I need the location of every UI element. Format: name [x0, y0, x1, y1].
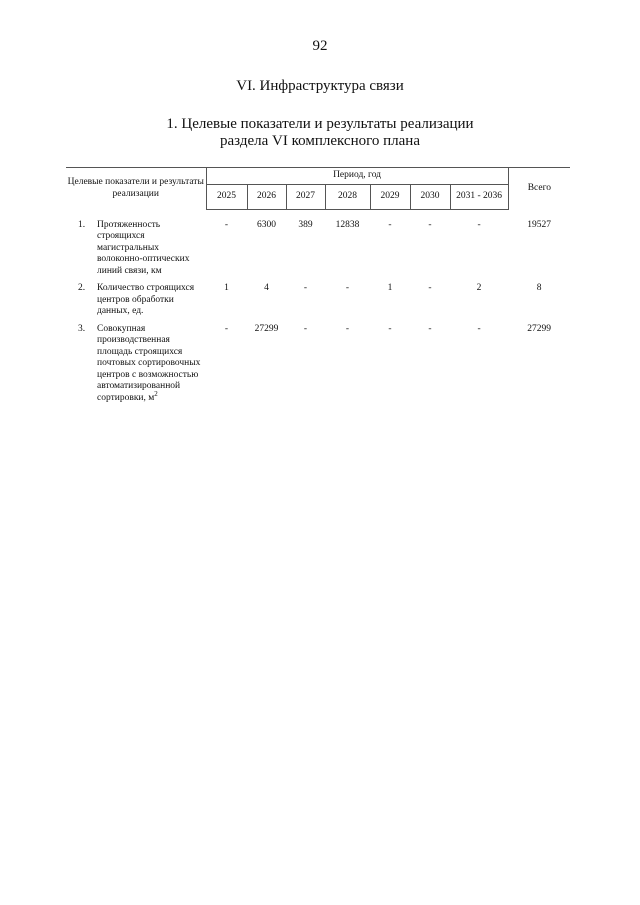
section-title: VI. Инфраструктура связи [236, 78, 404, 94]
year-value: 1 [387, 283, 393, 293]
year-value: 2 [476, 283, 482, 293]
row-number: 2. [78, 283, 86, 293]
year-value: - [388, 220, 392, 230]
year-value: 1 [224, 283, 229, 293]
year-header: 2026 [247, 185, 286, 210]
year-value: - [477, 323, 481, 334]
year-value: 12838 [335, 220, 360, 230]
table-row [66, 283, 570, 324]
indicator-name: Протяженность строящихся магистральных волоконно-оптических линий связи, км [97, 219, 190, 276]
year-value: 6300 [257, 220, 276, 230]
indicator-name: Количество строящихся центров обработки данных, ед. [97, 283, 195, 316]
year-value: - [303, 283, 308, 293]
total-value: 19527 [527, 219, 551, 230]
year-value: - [477, 220, 481, 230]
total-value: 27299 [527, 323, 551, 334]
table-row [66, 210, 570, 284]
total-value: 8 [536, 283, 542, 293]
year-header: 2031 - 2036 [450, 185, 508, 210]
period-header: Период, год [206, 168, 508, 185]
year-value: - [345, 323, 350, 334]
year-value: - [388, 323, 392, 334]
indicator-name [96, 324, 206, 411]
year-value: 389 [298, 220, 313, 230]
year-value: - [428, 220, 432, 230]
subsection-title [0, 116, 640, 150]
page-number: 92 [312, 38, 328, 54]
year-header: 2029 [370, 185, 410, 210]
unit-superscript: 2 [154, 389, 158, 398]
year-header: 2028 [325, 185, 370, 210]
row-number: 3. [78, 323, 86, 334]
year-value: 4 [264, 283, 269, 293]
table-row [66, 324, 570, 411]
total-column-header: Всего [508, 168, 570, 210]
subsection-title-line-2: раздела VI комплексного плана [220, 133, 420, 149]
indicators-column-header: Целевые показатели и результаты реализации [66, 168, 206, 210]
year-value: - [345, 283, 350, 293]
indicators-table [66, 167, 570, 410]
subsection-title-line-1: 1. Целевые показатели и результаты реализации [166, 116, 474, 132]
indicator-name-text: Совокупная производственная площадь строящихся почтовых сортировочных центров с возможностью автоматизированной сортировки, м [97, 323, 201, 403]
year-header: 2025 [206, 185, 247, 210]
year-header: 2030 [410, 185, 450, 210]
year-value: - [303, 323, 308, 334]
year-value: 27299 [254, 323, 279, 334]
year-value: - [224, 323, 229, 334]
year-value: - [224, 220, 229, 230]
row-number: 1. [78, 219, 86, 230]
year-value: - [428, 283, 432, 293]
year-value: - [428, 323, 432, 334]
year-header: 2027 [286, 185, 325, 210]
